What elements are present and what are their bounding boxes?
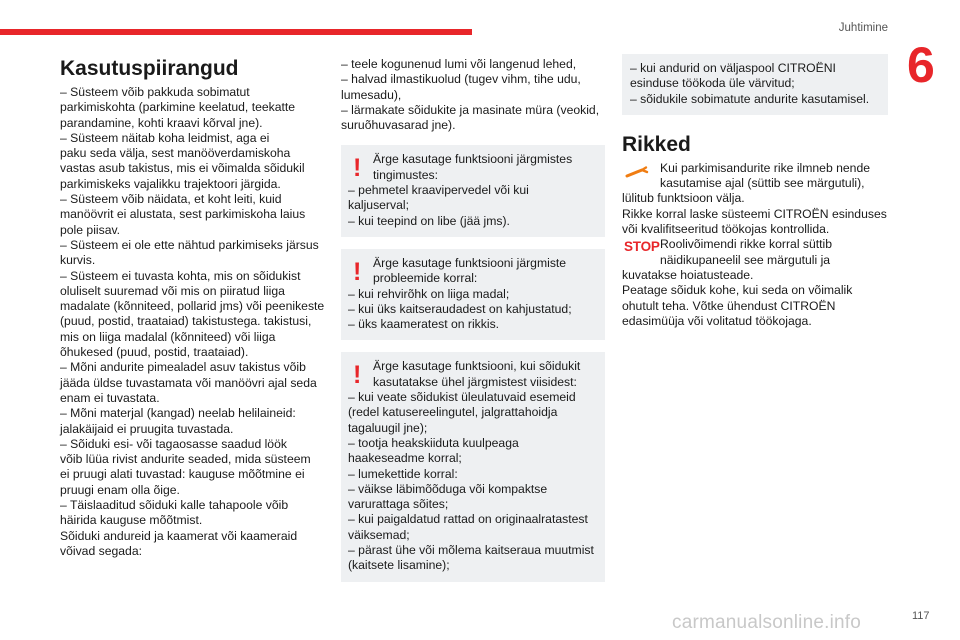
- text-line: võivad segada:: [60, 543, 142, 558]
- usage-limits-heading: Kasutuspiirangud: [60, 57, 239, 80]
- text-line: – kui andurid on väljaspool CITROËNI: [630, 61, 836, 75]
- stop-warning-icon: STOP: [624, 239, 660, 255]
- warning-box: [341, 145, 605, 236]
- text-line: Kui parkimisandurite rike ilmneb nende: [660, 160, 871, 175]
- warning-list: [348, 183, 597, 229]
- warning-heading: [348, 359, 597, 390]
- text-line: Sõiduki andureid ja kaamerat või kaameraid: [60, 528, 298, 543]
- text-line: haakeseadme korral;: [348, 451, 462, 466]
- header-accent-bar: [0, 29, 472, 35]
- text-line: – Sõiduki esi- või tagaosasse saadud löök: [60, 436, 287, 451]
- chapter-number: 6: [907, 37, 935, 93]
- text-line: Roolivõimendi rikke korral süttib: [660, 237, 833, 252]
- watermark: carmanualsonline.info: [672, 612, 862, 633]
- text-line: oluliselt suuremad või mis on piiratud liiga: [60, 283, 285, 298]
- text-line: näidikupaneelil see märgutuli ja: [660, 252, 831, 267]
- text-line: – Süsteem võib näidata, et koht leiti, kuid: [60, 192, 282, 207]
- parking-sensor-fault: [622, 161, 888, 192]
- text-line: kasutatakse ühel järgmistest viisidest:: [373, 374, 577, 389]
- text-line: – väikse läbimõõduga või kompaktse: [348, 481, 548, 496]
- column-usage-limits: [60, 57, 325, 559]
- text-line: – kui paigaldatud rattad on originaalratastest: [348, 512, 588, 527]
- text-line: lülitub funktsioon välja.: [622, 191, 745, 206]
- text-line: või kvalifitseeritud töökojas kontrollida.: [622, 222, 830, 237]
- text-line: Ärge kasutage funktsiooni järgmistes: [373, 152, 573, 167]
- warning-icon: !: [353, 154, 362, 183]
- text-line: tingimustes:: [373, 167, 439, 182]
- text-line: õhukesed (puud, postid, traataiad).: [60, 345, 249, 360]
- text-line: parkimiskeks vajalikku trajektoori järgida.: [60, 176, 281, 191]
- warning-list: [348, 287, 597, 333]
- text-line: Ärge kasutage funktsiooni järgmiste: [373, 255, 567, 270]
- text-line: ohutult teha. Võtke ühendust CITROËN: [622, 298, 836, 313]
- text-line: – Süsteem näitab koha leidmist, aga ei: [60, 130, 270, 145]
- text-line: esinduse töökoda üle värvitud;: [630, 76, 795, 91]
- text-line: Rikke korral laske süsteemi CITROËN esinduses: [622, 206, 887, 221]
- page-number: 117: [912, 610, 930, 622]
- info-box: [622, 54, 888, 115]
- section-title: Juhtimine: [838, 22, 888, 34]
- text-line: – kui teepind on libe (jää jms).: [348, 213, 510, 228]
- text-line: häirida kauguse mõõtmist.: [60, 513, 203, 528]
- text-line: enam ei tuvastata.: [60, 390, 160, 405]
- warning-box: [341, 249, 605, 340]
- text-line: – pehmetel kraavipervedel või kui: [348, 183, 529, 198]
- text-line: – teele kogunenud lumi või langenud lehed,: [341, 57, 577, 71]
- text-line: pruugi enam olla õige.: [60, 482, 180, 497]
- text-line: tagaluugil jne);: [348, 420, 428, 435]
- warning-icon: !: [353, 257, 362, 286]
- text-line: – pärast ühe või mõlema kaitseraua muutmist: [348, 543, 594, 558]
- text-line: suruõhuvasarad jne).: [341, 118, 456, 133]
- parking-sensor-fault-text: [622, 191, 888, 237]
- text-line: (redel katusereelingutel, jalgrattahoidja: [348, 405, 558, 420]
- power-steering-fault-text: [622, 268, 888, 329]
- text-line: Peatage sõiduk kohe, kui seda on võimalik: [622, 283, 853, 298]
- text-line: – kui rehvirõhk on liiga madal;: [348, 286, 510, 301]
- wrench-icon: [625, 165, 653, 179]
- parking-sensor-fault-intro: [622, 161, 888, 192]
- text-line: jalakäijaid ei pruugita tuvastada.: [60, 421, 234, 436]
- text-line: probleemide korral:: [373, 271, 478, 286]
- text-line: madalate (kõnniteed, pollarid jms) või peenikeste: [60, 299, 325, 314]
- text-line: (kaitsete lisamine);: [348, 558, 450, 573]
- text-line: lumesadu),: [341, 87, 402, 102]
- warning-heading: [348, 256, 597, 287]
- text-line: parandamine, kohti kraavi kõrval jne).: [60, 115, 263, 130]
- text-line: – Süsteem ei ole ette nähtud parkimiseks järsus: [60, 237, 319, 252]
- column-faults: [622, 57, 888, 329]
- text-line: vastas asub takistus, mis ei võimalda sõidukil: [60, 161, 305, 176]
- text-line: edasimüüja või volitatud töökojaga.: [622, 313, 812, 328]
- usage-limits-text: [60, 85, 325, 559]
- text-line: kurvis.: [60, 253, 96, 268]
- text-line: manöövrit ei alustata, sest parkimiskoha laius: [60, 207, 306, 222]
- text-line: – kui üks kaitseraudadest on kahjustatud;: [348, 301, 572, 316]
- power-steering-fault: [622, 237, 888, 268]
- warning-list: [348, 390, 597, 574]
- text-line: – lumekettide korral:: [348, 466, 458, 481]
- text-line: mis on liiga madalal (kõnniteed) või liiga: [60, 329, 276, 344]
- text-line: – Mõni andurite pimealadel asuv takistus võib: [60, 360, 306, 375]
- text-line: – Mõni materjal (kangad) neelab helilaineid:: [60, 406, 296, 421]
- text-line: kuvatakse hoiatusteade.: [622, 267, 754, 282]
- text-line: – tootja heakskiiduta kuulpeaga: [348, 435, 519, 450]
- warning-heading: [348, 152, 597, 183]
- text-line: kasutamise ajal (süttib see märgutuli),: [660, 176, 865, 191]
- text-line: – Süsteem võib pakkuda sobimatut: [60, 85, 250, 99]
- text-line: (puud, postid, traataiad) takistustega. takistusi,: [60, 314, 312, 329]
- text-line: varurattaga sõites;: [348, 497, 449, 512]
- text-line: – Täislaaditud sõiduki kalle tahapoole võib: [60, 498, 289, 513]
- text-line: – lärmakate sõidukite ja masinate müra (veokid,: [341, 102, 600, 117]
- text-line: väiksemad;: [348, 527, 410, 542]
- text-line: – Süsteem ei tuvasta kohta, mis on sõidukist: [60, 268, 301, 283]
- text-line: jääda üldse tuvastamata või manöövri ajal seda: [60, 375, 317, 390]
- text-line: kaljuserval;: [348, 198, 409, 213]
- text-line: parkimiskohta (parkimine keelatud, teekatte: [60, 100, 296, 115]
- text-line: Ärge kasutage funktsiooni, kui sõidukit: [373, 359, 581, 374]
- weather-conditions-text: [341, 57, 605, 133]
- column-warnings: [341, 57, 605, 582]
- text-line: paku seda välja, sest manööverdamiskoha: [60, 146, 291, 161]
- text-line: – kui veate sõidukist üleulatuvaid esemeid: [348, 390, 576, 405]
- text-line: – sõidukile sobimatute andurite kasutamisel.: [630, 91, 870, 106]
- text-line: – halvad ilmastikuolud (tugev vihm, tihe udu,: [341, 72, 581, 87]
- warning-icon: !: [353, 361, 362, 390]
- text-line: võib lüüa rivist andurite seaded, mida süsteem: [60, 452, 311, 467]
- text-line: pole piisav.: [60, 222, 121, 237]
- text-line: ei pruugi alati tuvastad: kauguse mõõtmine ei: [60, 467, 305, 482]
- power-steering-fault-intro: [622, 237, 888, 268]
- text-line: – üks kaameratest on rikkis.: [348, 317, 500, 332]
- faults-heading: Rikked: [622, 132, 691, 156]
- warning-box: [341, 352, 605, 581]
